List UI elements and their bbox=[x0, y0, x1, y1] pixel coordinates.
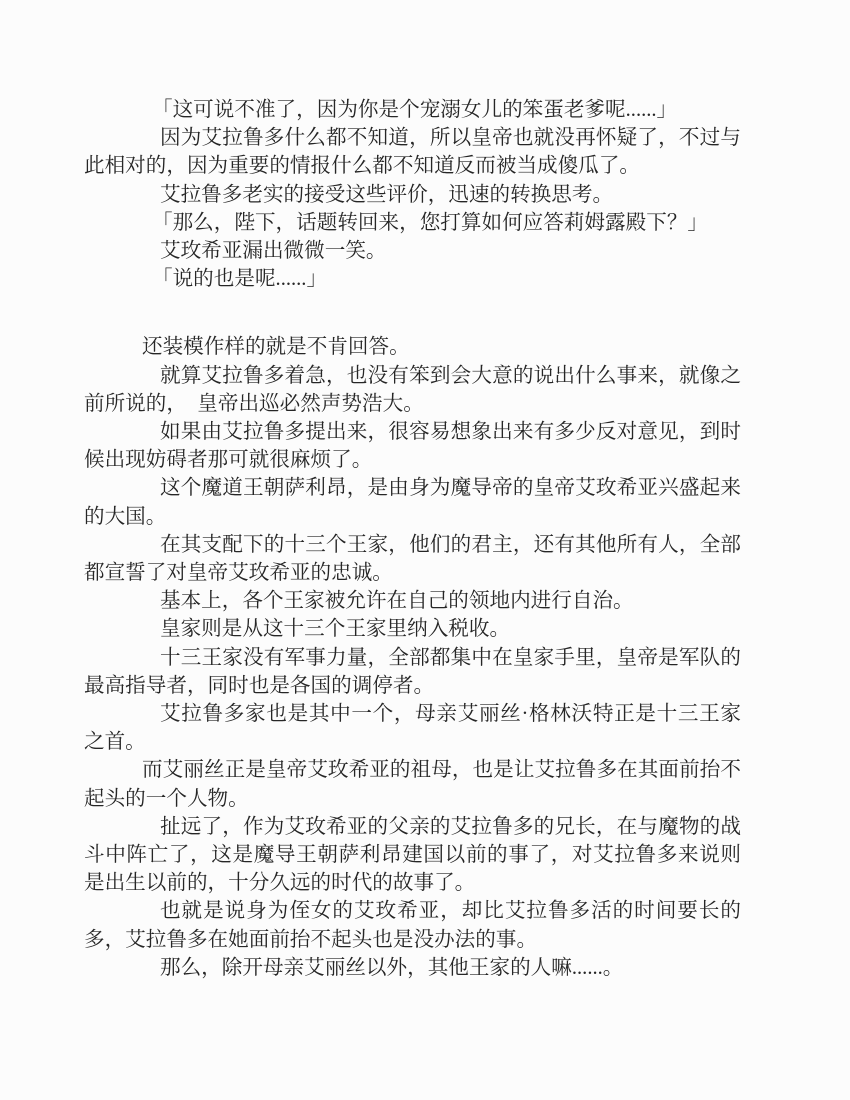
narration-paragraph: 扯远了，作为艾玫希亚的父亲的艾拉鲁多的兄长，在与魔物的战斗中阵亡了，这是魔导王朝萨利昂建国以前的事了，对艾拉鲁多来说则是出生以前的，十分久远的时代的故事了。 bbox=[84, 815, 741, 895]
dialogue-paragraph: 「这可说不准了，因为你是个宠溺女儿的笨蛋老爹呢......」 bbox=[152, 99, 678, 121]
narration-paragraph: 皇家则是从这十三个王家里纳入税收。 bbox=[160, 618, 511, 641]
narration-paragraph: 因为艾拉鲁多什么都不知道，所以皇帝也就没再怀疑了，不过与此相对的，因为重要的情报什么都不知道反而被当成傻瓜了。 bbox=[84, 127, 741, 178]
dialogue-paragraph: 「说的也是呢......」 bbox=[152, 268, 328, 291]
narration-paragraph: 艾玫希亚漏出微微一笑。 bbox=[160, 240, 387, 263]
narration-paragraph: 十三王家没有军事力量，全部都集中在皇家手里，皇帝是军队的最高指导者，同时也是各国的调停者。 bbox=[84, 646, 741, 697]
section-break bbox=[84, 293, 741, 333]
narration-paragraph: 那么，除开母亲艾丽丝以外，其他王家的人嘛......。 bbox=[160, 956, 624, 979]
narration-paragraph: 基本上，各个王家被允许在自己的领地内进行自治。 bbox=[160, 590, 634, 613]
narration-paragraph: 这个魔道王朝萨利昂，是由身为魔导帝的皇帝艾玫希亚兴盛起来的大国。 bbox=[84, 477, 741, 528]
narration-paragraph: 艾拉鲁多老实的接受这些评价，迅速的转换思考。 bbox=[160, 183, 614, 206]
narration-paragraph: 也就是说身为侄女的艾玫希亚，却比艾拉鲁多活的时间要长的多，艾拉鲁多在她面前抬不起头也是没办法的事。 bbox=[84, 900, 741, 951]
narration-paragraph: 还装模作样的就是不肯回答。 bbox=[142, 336, 410, 359]
narration-paragraph: 如果由艾拉鲁多提出来，很容易想象出来有多少反对意见，到时候出现妨碍者那可就很麻烦了。 bbox=[84, 421, 741, 472]
narration-paragraph: 就算艾拉鲁多着急，也没有笨到会大意的说出什么事来，就像之前所说的， 皇帝出巡必然声势浩大。 bbox=[84, 364, 741, 415]
narration-paragraph: 在其支配下的十三个王家，他们的君主，还有其他所有人，全部都宣誓了对皇帝艾玫希亚的忠诚。 bbox=[84, 533, 741, 585]
dialogue-paragraph: 「那么，陛下，话题转回来，您打算如何应答莉姆露殿下？」 bbox=[152, 211, 709, 234]
narration-paragraph: 艾拉鲁多家也是其中一个，母亲艾丽丝·格林沃特正是十三王家之首。 bbox=[84, 703, 741, 754]
narration-paragraph: 而艾丽丝正是皇帝艾玫希亚的祖母，也是让艾拉鲁多在其面前抬不起头的一个人物。 bbox=[84, 759, 741, 810]
novel-text bbox=[84, 96, 741, 982]
